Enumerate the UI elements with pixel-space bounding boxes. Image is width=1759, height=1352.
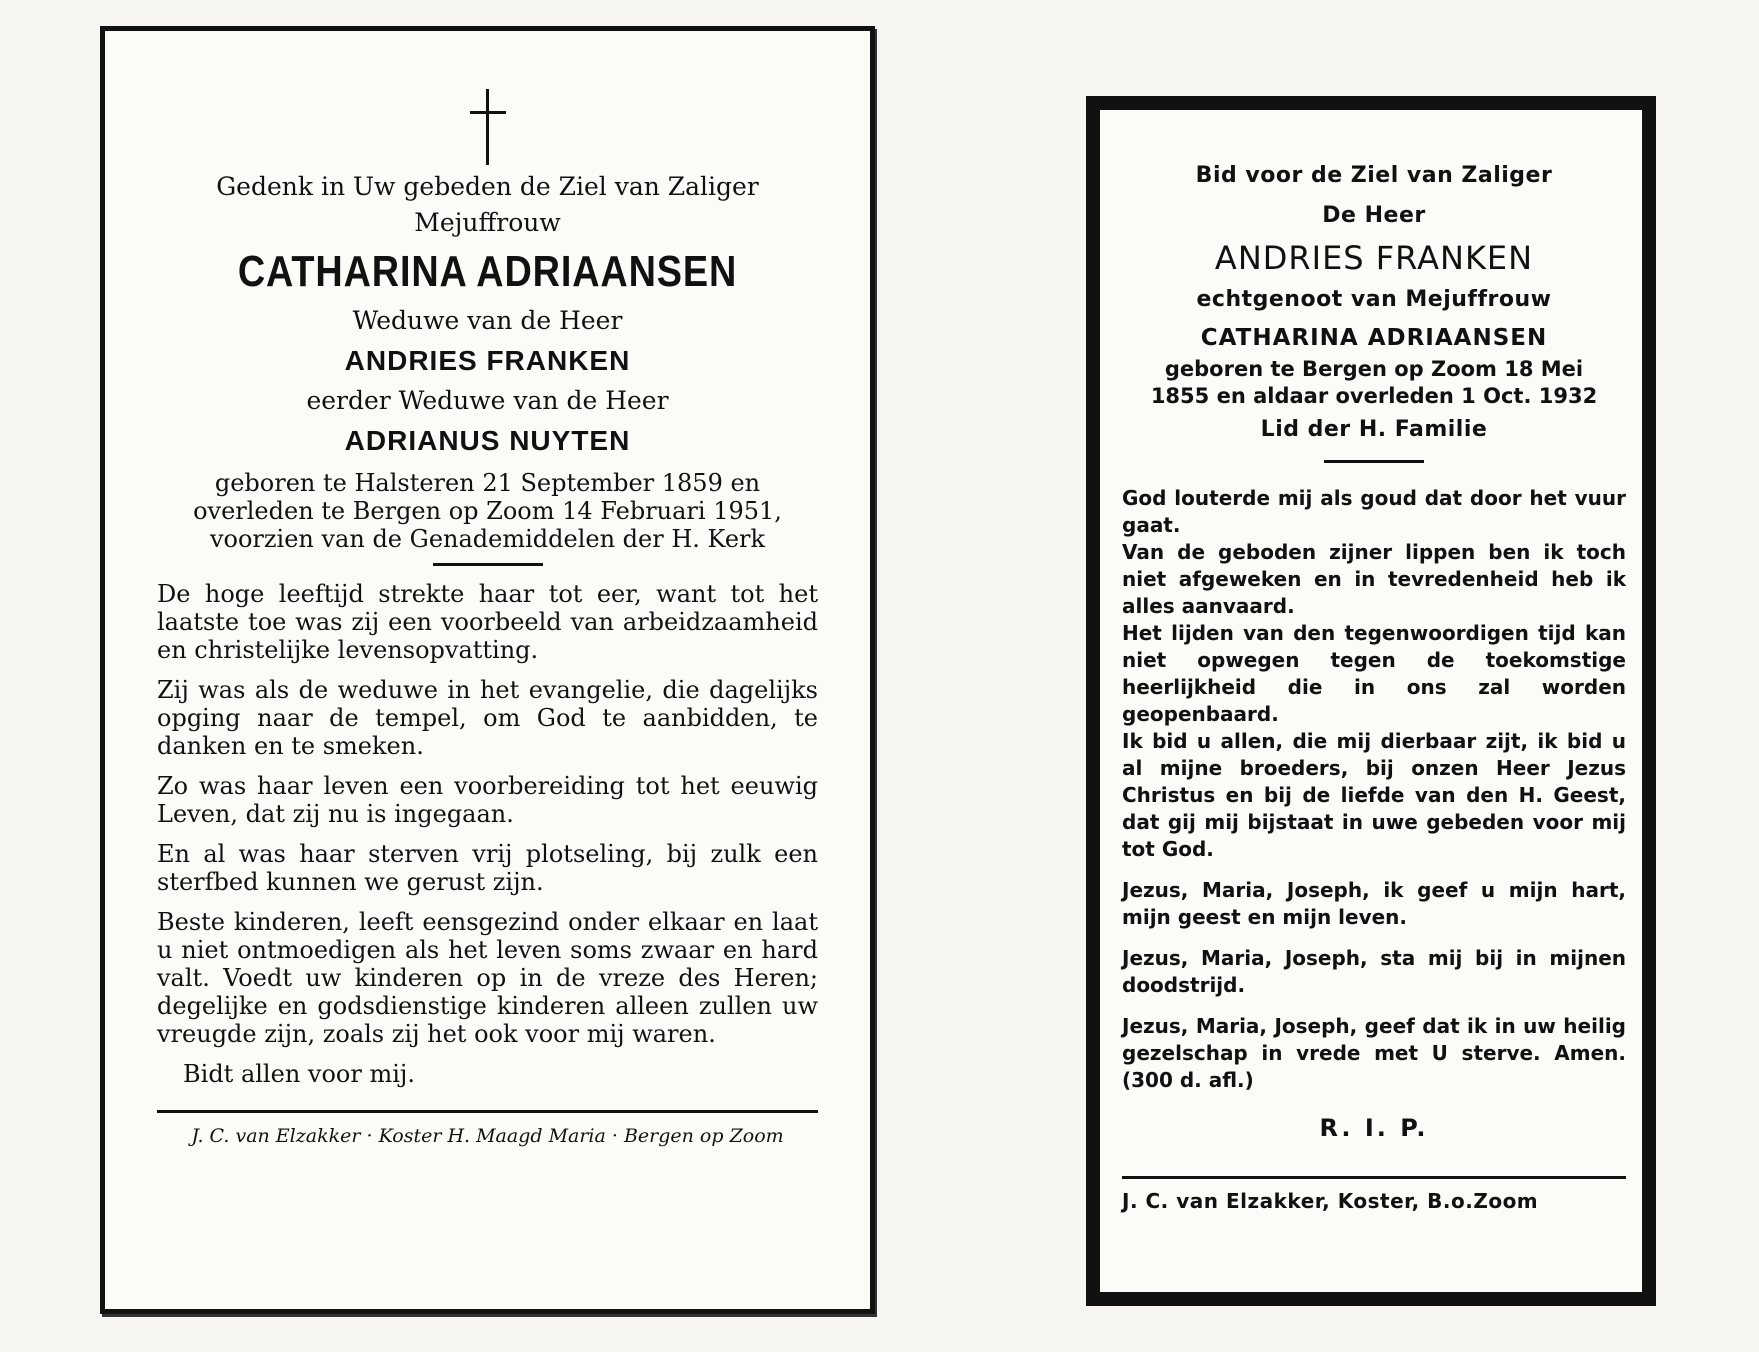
widow-of-label-2: eerder Weduwe van de Heer [306, 386, 669, 415]
divider [433, 563, 543, 566]
spouse-of-label: echtgenoot van Mejuffrouw [1196, 287, 1552, 312]
life-dates [157, 469, 818, 553]
prayer: Jezus, Maria, Joseph, sta mij bij in mijnen doodstrijd. [1122, 946, 1626, 997]
title-prefix: Mejuffrouw [414, 208, 561, 237]
paragraph: Zo was haar leven een voorbereiding tot het eeuwig Leven, dat zij nu is ingegaan. [157, 772, 818, 828]
divider [1324, 460, 1424, 463]
life-line: 1855 en aldaar overleden 1 Oct. 1932 [1150, 384, 1598, 408]
deceased-name: ANDRIES FRANKEN [1214, 239, 1534, 277]
paragraph: En al was haar sterven vrij plotseling, bij zulk een sterfbed kunnen we gerust zijn. [157, 840, 818, 896]
title-prefix: De Heer [1322, 203, 1426, 228]
paragraph: De hoge leeftijd strekte haar tot eer, want tot het laatste toe was zij een voorbeeld van arbeidzaamheid en christelijke levensopvatting. [157, 580, 818, 664]
deceased-name: CATHARINA ADRIAANSEN [237, 247, 738, 296]
paragraph: Het lijden van den tegenwoordigen tijd kan niet opwegen tegen de toekomstige heerlijkheid die in ons zal worden geopenbaard. [1122, 621, 1626, 726]
memorial-card-andries-franken [1086, 96, 1656, 1306]
paragraph: Zij was als de weduwe in het evangelie, die dagelijks opging naar de tempel, om God te aanbidden, te danken en te smeken. [157, 676, 818, 760]
printer-footer: J. C. van Elzakker, Koster, B.o.Zoom [1122, 1176, 1626, 1213]
husband-name-1: ANDRIES FRANKEN [344, 345, 631, 376]
paragraph: Bidt allen voor mij. [183, 1060, 415, 1088]
spouse-name: CATHARINA ADRIAANSEN [1200, 325, 1548, 351]
widow-of-label: Weduwe van de Heer [352, 306, 623, 335]
intro-text: Gedenk in Uw gebeden de Ziel van Zaliger [216, 172, 759, 201]
memorial-card-catharina-adriaansen [100, 26, 875, 1314]
life-line: overleden te Bergen op Zoom 14 Februari 1951, [193, 497, 782, 525]
printer-footer: J. C. van Elzakker · Koster H. Maagd Maria · Bergen op Zoom [157, 1110, 818, 1147]
husband-name-2: ADRIANUS NUYTEN [344, 425, 631, 456]
paragraph: Beste kinderen, leeft eensgezind onder elkaar en laat u niet ontmoedigen als het leven soms zwaar en hard valt. Voedt uw kinderen op in de vreze des Heren; degelijke en godsdienstige kinderen alleen zullen uw vreugde zijn, zoals zij het ook voor mij waren. [157, 908, 818, 1048]
life-dates [1122, 356, 1626, 410]
life-line: voorzien van de Genademiddelen der H. Kerk [209, 525, 766, 553]
membership: Lid der H. Familie [1260, 417, 1488, 442]
life-line: geboren te Halsteren 21 September 1859 en [214, 469, 761, 497]
life-line: geboren te Bergen op Zoom 18 Mei [1164, 357, 1584, 381]
paragraph: Ik bid u allen, die mij dierbaar zijt, ik bid u al mijne broeders, bij onzen Heer Jezus Christus en bij de liefde van den H. Geest, dat gij mij bijstaat in uwe gebeden voor mij tot God. [1122, 729, 1626, 861]
cross-icon [470, 89, 506, 165]
paragraph: God louterde mij als goud dat door het vuur gaat. [1122, 486, 1626, 537]
prayer: Jezus, Maria, Joseph, geef dat ik in uw heilig gezelschap in vrede met U sterve. Amen. (300 d. afl.) [1122, 1014, 1626, 1092]
closing-rip: R. I. P. [1319, 1114, 1429, 1142]
paragraph: Van de geboden zijner lippen ben ik toch niet afgeweken en in tevredenheid heb ik alles aanvaard. [1122, 540, 1626, 618]
intro-text: Bid voor de Ziel van Zaliger [1195, 163, 1553, 188]
prayer: Jezus, Maria, Joseph, ik geef u mijn hart, mijn geest en mijn leven. [1122, 878, 1626, 929]
